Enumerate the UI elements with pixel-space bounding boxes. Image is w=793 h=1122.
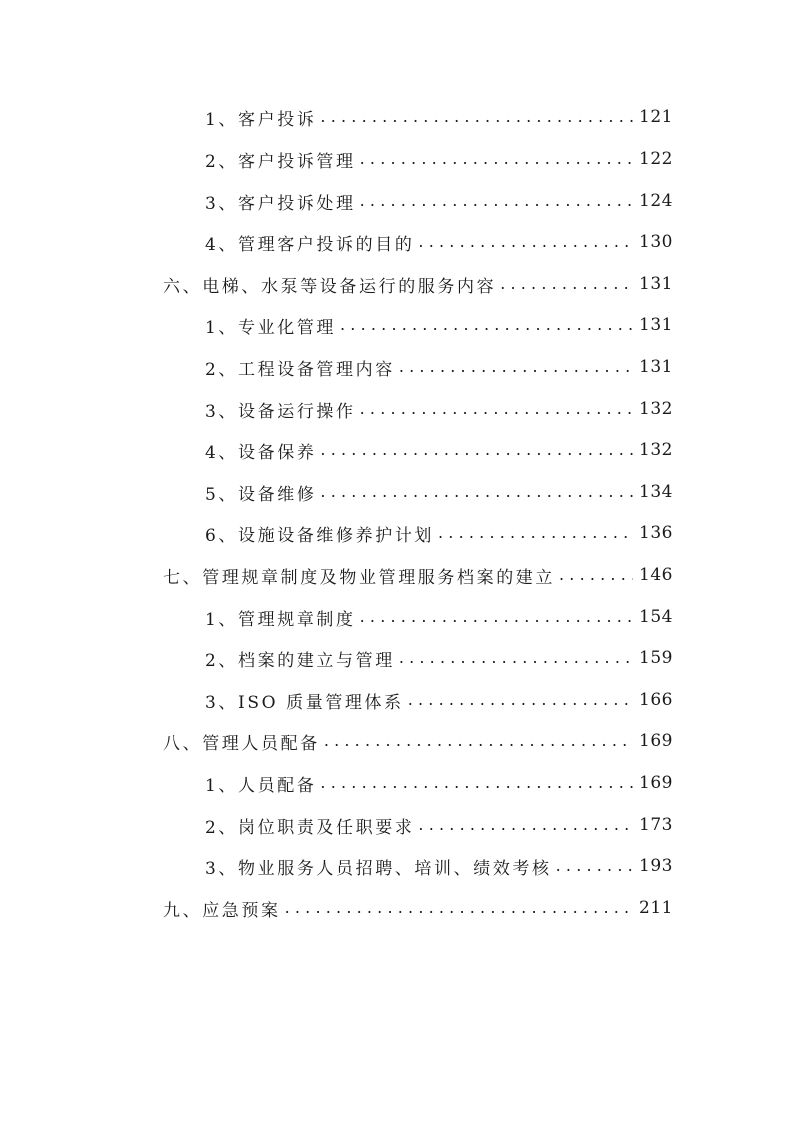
toc-dot-leader	[556, 852, 633, 880]
toc-entry[interactable]	[205, 103, 673, 131]
toc-entry[interactable]	[205, 644, 673, 672]
toc-entry[interactable]	[205, 187, 673, 215]
toc-entry-title: 1、客户投诉	[205, 109, 317, 130]
toc-entry[interactable]	[205, 603, 673, 631]
toc-entry-page: 130	[639, 232, 673, 252]
toc-entry-page: 134	[639, 482, 673, 502]
toc-entry[interactable]	[205, 852, 673, 880]
toc-entry-title: 6、设施设备维修养护计划	[205, 525, 435, 546]
toc-entry[interactable]	[205, 478, 673, 506]
toc-entry[interactable]	[205, 811, 673, 839]
toc-entry-title: 2、岗位职责及任职要求	[205, 817, 415, 838]
toc-entry[interactable]	[163, 894, 673, 922]
toc-entry-title: 七、管理规章制度及物业管理服务档案的建立	[163, 567, 555, 588]
toc-entry-page: 136	[639, 523, 673, 543]
toc-dot-leader	[438, 519, 633, 547]
toc-entry-page: 132	[639, 440, 673, 460]
toc-entry[interactable]	[205, 145, 673, 173]
toc-dot-leader	[360, 603, 633, 631]
toc-entry-title: 1、人员配备	[205, 775, 317, 796]
toc-dot-leader	[320, 103, 633, 131]
toc-entry-title: 3、物业服务人员招聘、培训、绩效考核	[205, 858, 552, 879]
toc-entry-page: 124	[639, 191, 673, 211]
toc-entry[interactable]	[205, 395, 673, 423]
toc-entry-page: 131	[639, 357, 673, 377]
toc-dot-leader	[559, 561, 633, 589]
toc-entry[interactable]	[163, 727, 673, 755]
toc-entry-title: 4、设备保养	[205, 442, 317, 463]
toc-entry[interactable]	[205, 353, 673, 381]
toc-entry-page: 146	[639, 565, 673, 585]
toc-entry-title: 5、设备维修	[205, 484, 317, 505]
toc-entry-title: 1、专业化管理	[205, 317, 337, 338]
toc-entry-title: 九、应急预案	[163, 900, 281, 921]
toc-entry-title: 1、管理规章制度	[205, 609, 356, 630]
toc-entry-title: 2、客户投诉管理	[205, 151, 356, 172]
toc-entry-title: 八、管理人员配备	[163, 733, 320, 754]
toc-dot-leader	[320, 769, 633, 797]
toc-entry-page: 169	[639, 731, 673, 751]
toc-entry-title: 4、管理客户投诉的目的	[205, 234, 415, 255]
toc-dot-leader	[320, 436, 633, 464]
toc-entry-title: 3、设备运行操作	[205, 401, 356, 422]
toc-dot-leader	[418, 811, 633, 839]
toc-dot-leader	[360, 395, 633, 423]
toc-entry-title: 3、客户投诉处理	[205, 193, 356, 214]
toc-entry[interactable]	[205, 436, 673, 464]
toc-dot-leader	[360, 187, 633, 215]
toc-entry-page: 132	[639, 399, 673, 419]
toc-entry[interactable]	[163, 270, 673, 298]
toc-dot-leader	[399, 353, 633, 381]
toc-dot-leader	[340, 311, 633, 339]
toc-entry[interactable]	[163, 561, 673, 589]
toc-entry-page: 169	[639, 773, 673, 793]
toc-dot-leader	[324, 727, 633, 755]
toc-dot-leader	[500, 270, 633, 298]
toc-entry-page: 131	[639, 315, 673, 335]
toc-entry-title: 2、档案的建立与管理	[205, 650, 395, 671]
toc-dot-leader	[360, 145, 633, 173]
toc-dot-leader	[399, 644, 633, 672]
toc-dot-leader	[285, 894, 633, 922]
toc-entry-page: 131	[639, 274, 673, 294]
toc-entry[interactable]	[205, 311, 673, 339]
toc-dot-leader	[408, 686, 633, 714]
toc-entry-page: 121	[639, 107, 673, 127]
toc-entry-page: 211	[639, 898, 673, 918]
toc-entry-title: 2、工程设备管理内容	[205, 359, 395, 380]
toc-entry-title: 六、电梯、水泵等设备运行的服务内容	[163, 276, 497, 297]
toc-entry-page: 122	[639, 149, 673, 169]
toc-entry-page: 166	[639, 690, 673, 710]
toc-entry[interactable]	[205, 228, 673, 256]
toc-entry[interactable]	[205, 686, 673, 714]
toc-entry[interactable]	[205, 519, 673, 547]
toc-dot-leader	[418, 228, 633, 256]
toc-entry-page: 193	[639, 856, 673, 876]
toc-dot-leader	[320, 478, 633, 506]
toc-entry-title: 3、ISO 质量管理体系	[205, 692, 404, 713]
toc-entry[interactable]	[205, 769, 673, 797]
toc-entry-page: 159	[639, 648, 673, 668]
toc-entry-page: 173	[639, 815, 673, 835]
toc-entry-page: 154	[639, 607, 673, 627]
